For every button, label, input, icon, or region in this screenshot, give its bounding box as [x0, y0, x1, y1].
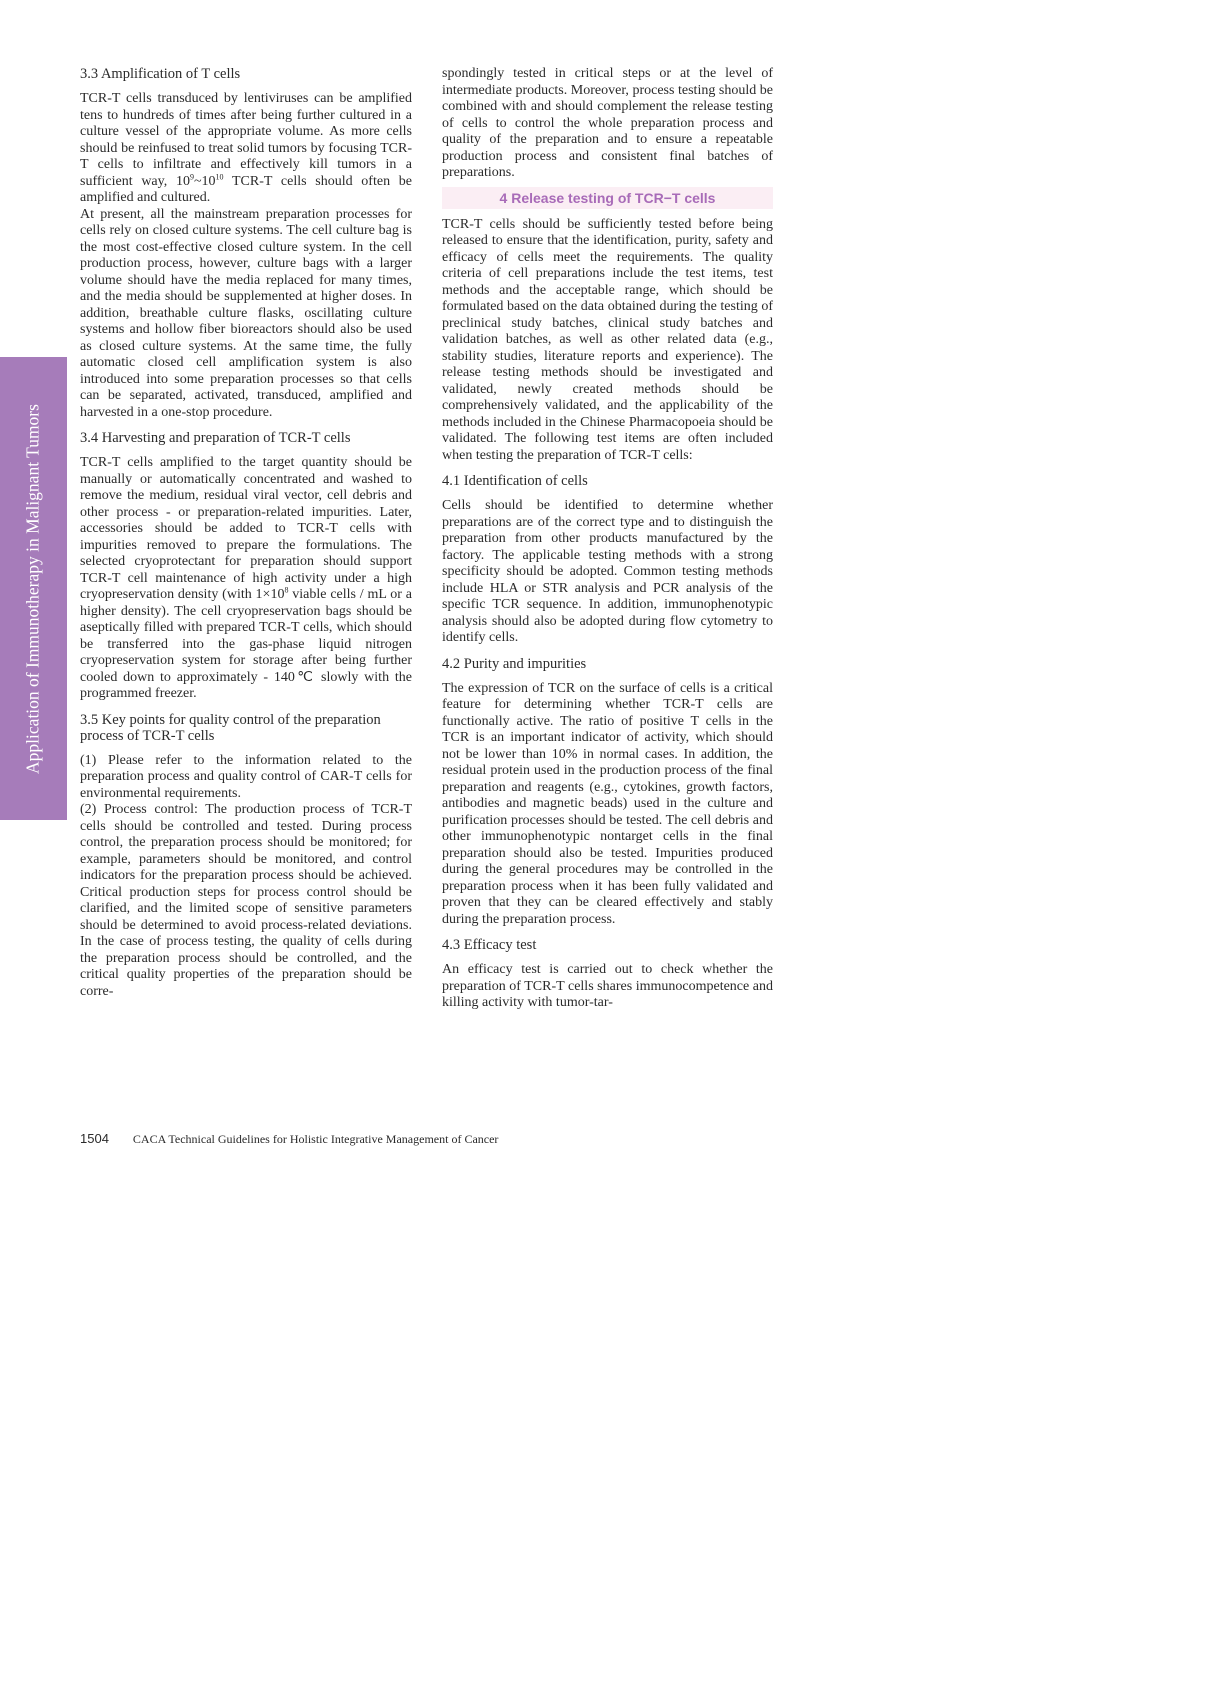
continued-paragraph: spondingly tested in critical steps or at the level of intermediate products. Moreover, process testing should be combined with and should complement the release testing of cells to control the whole preparation process and quality of the preparation and to ensure a repeatable production process and consistent final batches of preparations.: [442, 66, 773, 180]
section-4-3-heading: 4.3 Efficacy test: [442, 937, 537, 953]
section-4-1-heading: 4.1 Identification of cells: [442, 473, 588, 489]
running-title: CACA Technical Guidelines for Holistic Integrative Management of Cancer: [132, 1132, 499, 1146]
section-3-3-paragraph-1: TCR-T cells transduced by lentiviruses can be amplified tens to hundreds of times after being further cultured in a culture vessel of the appropriate volume. As more cells should be reinfused to treat solid tumors by focusing TCR-T cells to infiltrate and effectively kill tumors in a sufficient way, $10^9\sim 10^{10}$ TCR-T cells should often be amplified and cultured.: [80, 91, 412, 205]
section-3-3-paragraph-2: At present, all the mainstream preparation processes for cells rely on closed culture systems. The cell culture bag is the most cost-effective closed culture system. In the cell production process, however, culture bags with a larger volume should have the media replaced for many times, and the media should be supplemented at higher doses. In addition, breathable culture flasks, oscillating culture systems and hollow fiber bioreactors should also be used as closed culture systems. At the same time, the fully automatic closed cell amplification system is also introduced into some preparation processes so that cells can be separated, activated, transduced, amplified and harvested in a one-stop procedure.: [80, 206, 412, 420]
left-column: [80, 66, 412, 1000]
section-3-5-item-1: (1) Please refer to the information related to the preparation process and quality control of CAR-T cells for environmental requirements.: [80, 752, 412, 801]
section-3-4-paragraph: TCR-T cells amplified to the target quantity should be manually or automatically concentrated and washed to remove the medium, residual viral vector, cell debris and other process - or preparation-related impurities. Later, accessories should be added to TCR-T cells with impurities removed to prepare the formulations. The selected cryoprotectant for preparation should support TCR-T cell maintenance of high activity under a high cryopreservation density (with $1\times 10^8$ viable cells / mL or a higher density). The cell cryopreservation bags should be aseptically filled with prepared TCR-T cells, which should be transferred into the gas-phase liquid nitrogen cryopreservation system for storage after being further cooled down to approximately - 140℃ slowly with the programmed freezer.: [80, 455, 412, 701]
section-4-paragraph: TCR-T cells should be sufficiently tested before being released to ensure that the identification, purity, safety and efficacy of cells meet the requirements. The quality criteria of cell preparations include the test items, test methods and the acceptable range, which should be formulated based on the data obtained during the testing of preclinical study batches, clinical study batches and validation batches, as well as other related data (e.g., stability studies, literature reports and experience). The release testing methods should be investigated and validated, newly created methods should be comprehensively validated, and the applicability of the methods included in the Chinese Pharmacopoeia should be validated. The following test items are often included when testing the preparation of TCR-T cells:: [442, 216, 773, 463]
page-footer: [80, 1131, 498, 1147]
section-4-3-paragraph: An efficacy test is carried out to check whether the preparation of TCR-T cells shares immunocompetence and killing activity with tumor-tar-: [442, 962, 773, 1010]
section-3-5-heading: 3.5 Key points for quality control of the preparation process of TCR-T cells: [80, 711, 381, 744]
section-3-4-heading: 3.4 Harvesting and preparation of TCR-T cells: [80, 430, 351, 446]
section-4-heading: 4 Release testing of TCR−T cells: [442, 187, 773, 209]
right-column: [442, 66, 773, 1012]
section-4-2-heading: 4.2 Purity and impurities: [442, 655, 587, 672]
section-3-5-item-2: (2) Process control: The production process of TCR-T cells should be controlled and tested. During process control, the preparation process should be monitored; for example, parameters should be monitored, and control indicators for the preparation process should be achieved. Critical production steps for process control should be clarified, and the limited scope of sensitive parameters should be determined to avoid process-related deviations. In the case of process testing, the quality of cells during the preparation process should be controlled, and the critical quality properties of the preparation should be corre-: [80, 802, 412, 999]
side-tab-label: Application of Immunotherapy in Malignant Tumors: [22, 404, 43, 774]
section-3-3-heading: 3.3 Amplification of T cells: [80, 66, 241, 82]
section-4-2-paragraph: The expression of TCR on the surface of cells is a critical feature for determining whether TCR-T cells are functionally active. The ratio of positive T cells in the TCR is an important indicator of activity, which should not be lower than 10% in normal cases. In addition, the residual protein used in the production process of the final preparation and reagents (e.g., cytokines, growth factors, antibodies and magnetic beads) used in the culture and purification processes should be tested. The cell debris and other immunophenotypic nontarget cells in the final preparation should also be tested. Impurities produced during the general procedures may be controlled in the preparation process when it has been fully validated and proven that they can be cleared effectively and stably during the preparation process.: [442, 680, 773, 927]
section-4-1-paragraph: Cells should be identified to determine whether preparations are of the correct type and to distinguish the preparation from other products manufactured by the factory. The applicable testing methods with a strong specificity should be adopted. Common testing methods include HLA or STR analysis and PCR analysis of the specific TCR sequence. In addition, immunophenotypic analysis should also be adopted during flow cytometry to identify cells.: [442, 498, 773, 645]
page-number: 1504: [80, 1131, 109, 1146]
